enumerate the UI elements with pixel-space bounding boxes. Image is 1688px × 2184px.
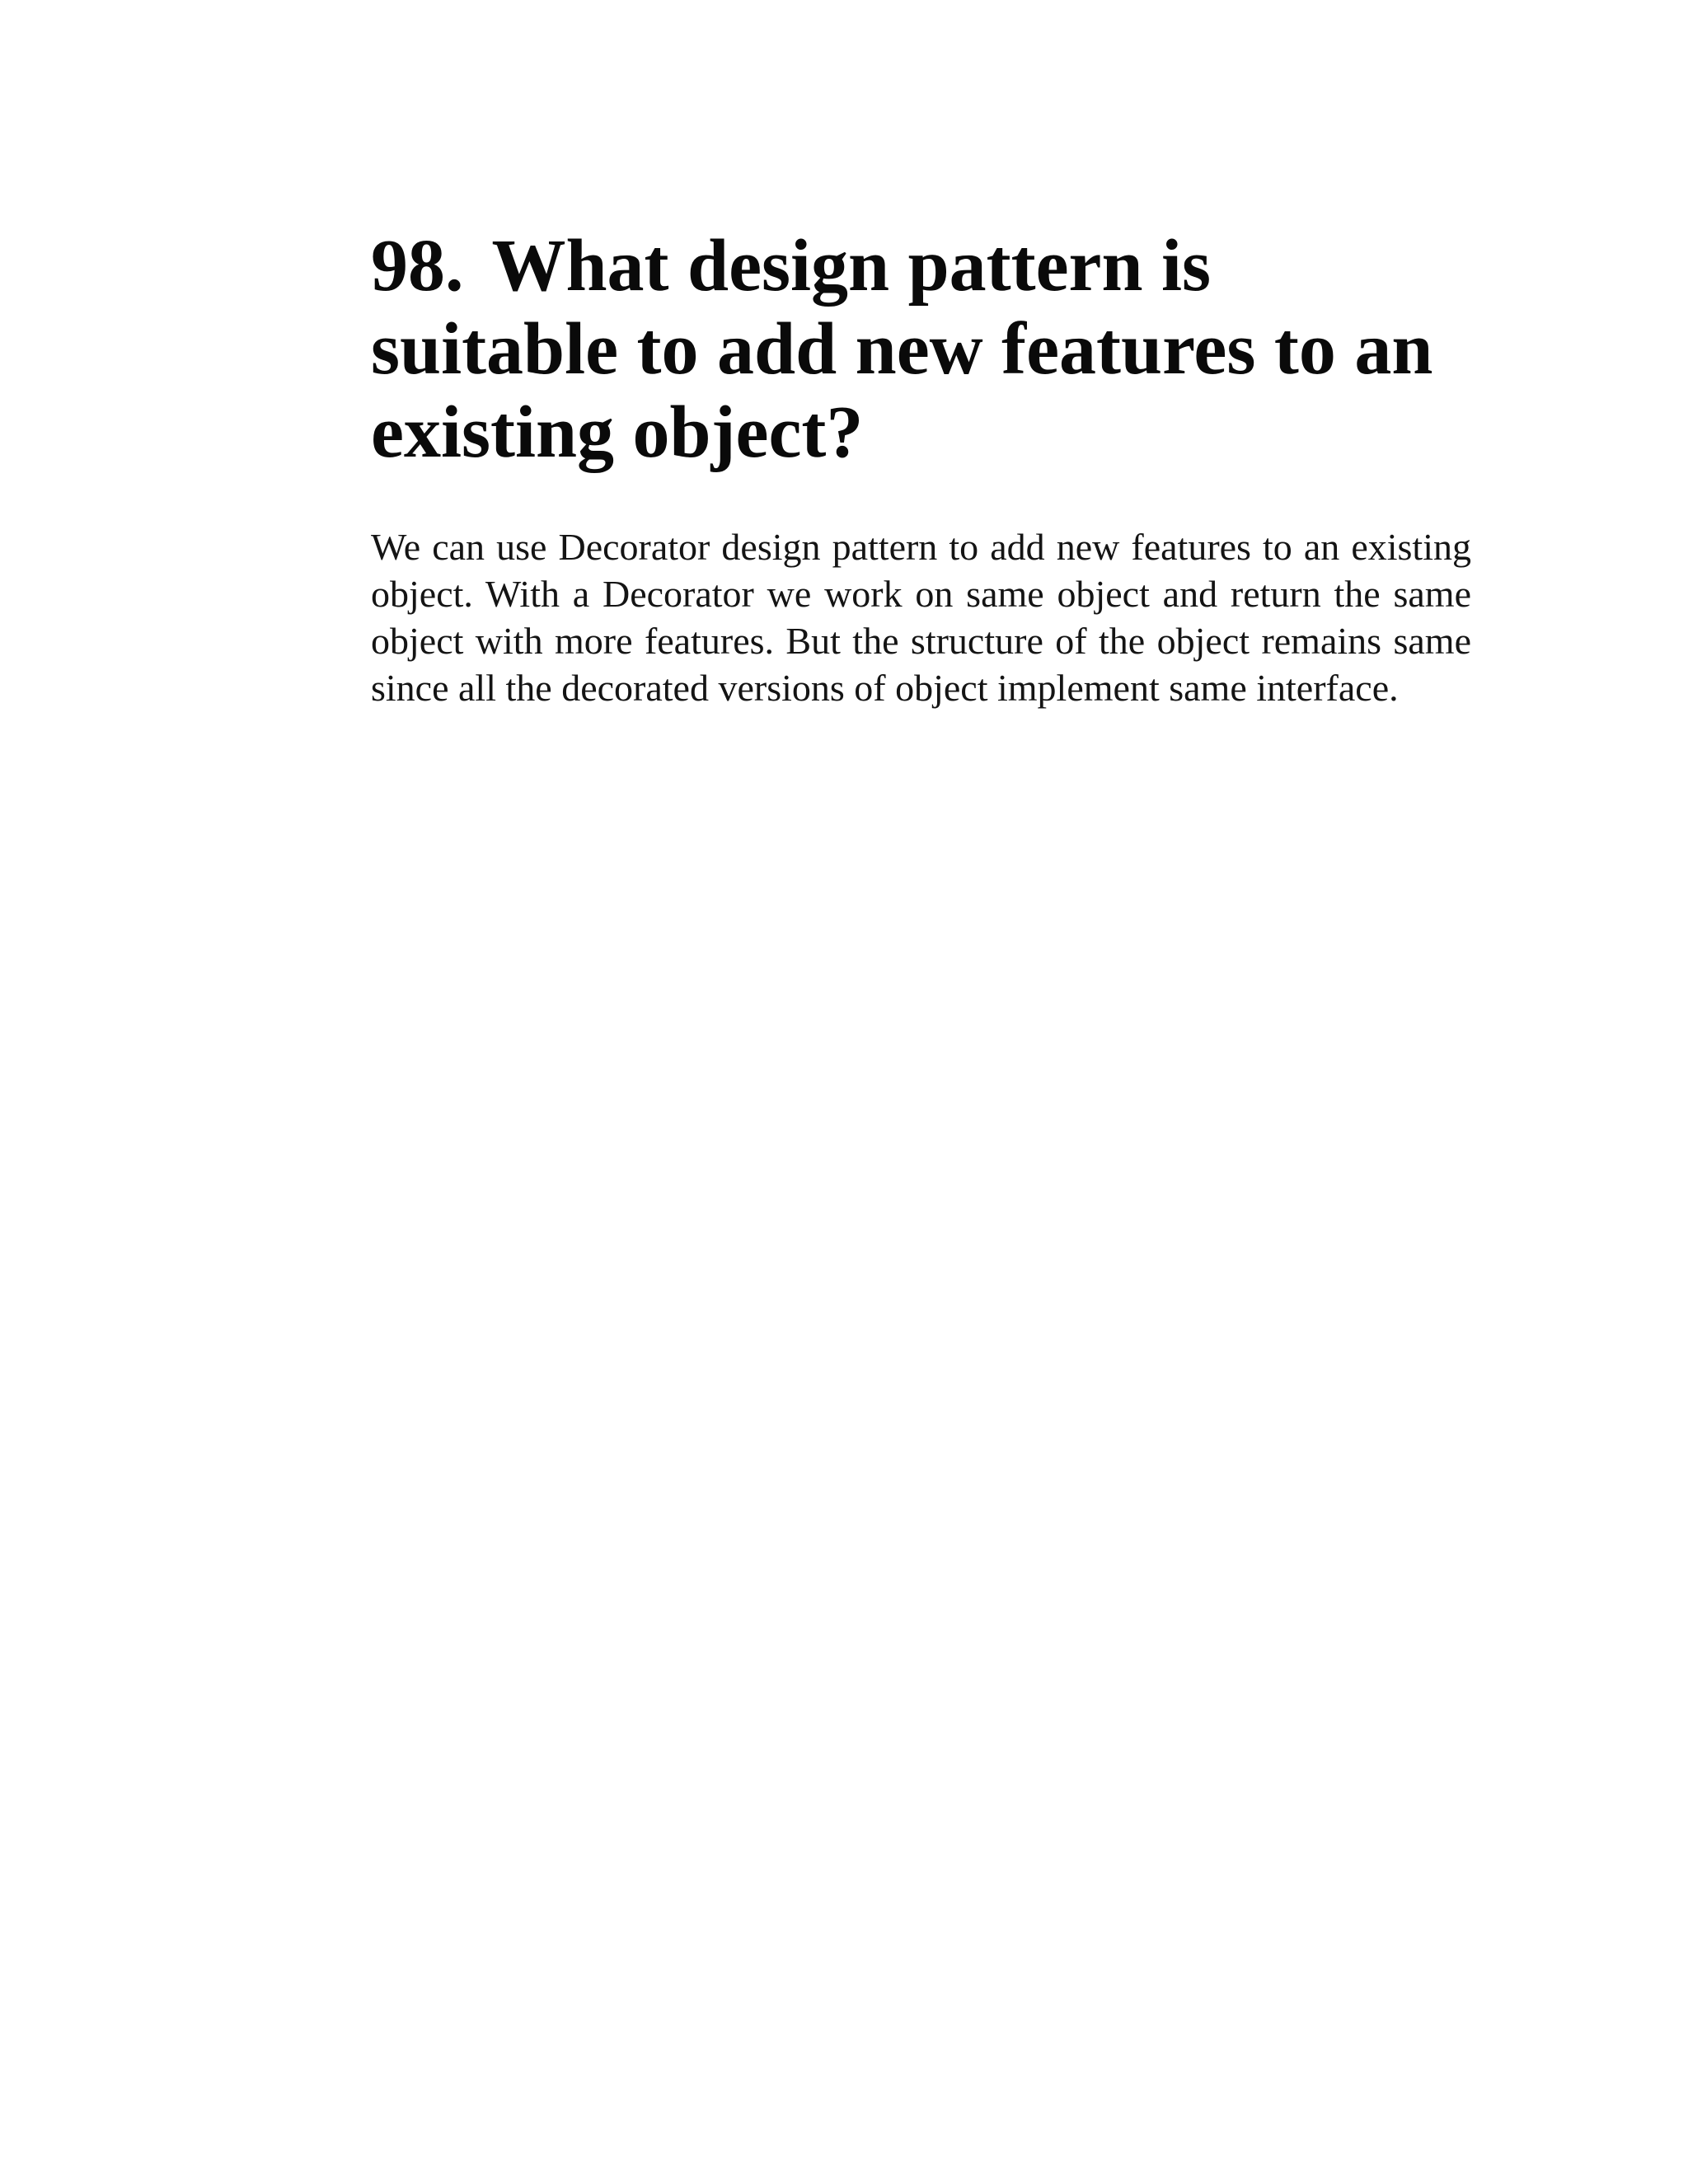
question-number: 98.: [371, 225, 464, 307]
answer-paragraph: We can use Decorator design pattern to add new features to an existing object. With a Decorator we work on same object and return the same object with more features. But the structure of the object remains same since all the decorated versions of object implement same interface.: [371, 526, 1471, 709]
question-title: What design pattern is suitable to add new features to an existing object?: [371, 225, 1433, 473]
question-section: [371, 224, 1471, 711]
question-heading: [371, 224, 1471, 474]
